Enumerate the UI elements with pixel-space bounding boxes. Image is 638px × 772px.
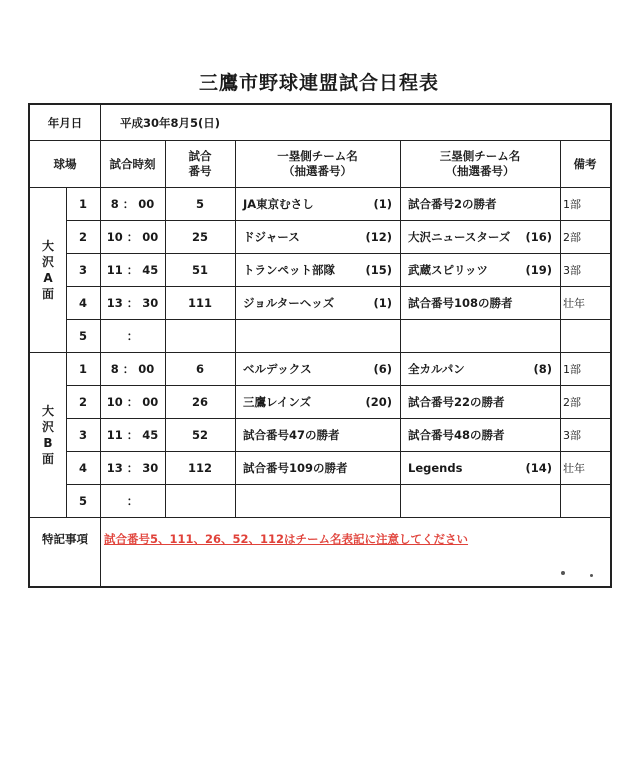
field-name-char: 面	[41, 286, 54, 301]
remarks	[560, 484, 610, 517]
grid-line	[560, 140, 561, 187]
grid-line	[235, 484, 236, 517]
grid-line	[100, 352, 101, 385]
row-number: 3	[78, 427, 87, 442]
third-base-team: 試合番号108の勝者	[408, 295, 513, 310]
date-label: 年月日	[47, 115, 83, 130]
first-base-team: JA東京むさし	[243, 196, 314, 211]
first-base-team-cell	[235, 385, 400, 418]
grid-line	[165, 418, 166, 451]
header-third-line1: 三塁側チーム名	[439, 148, 521, 163]
first-base-lottery-number: (12)	[365, 229, 392, 244]
third-base-team: 武蔵スピリッツ	[408, 262, 489, 277]
header-time: 試合時刻	[109, 156, 156, 171]
game-time: 10 ： 00	[106, 394, 159, 409]
grid-line	[400, 286, 401, 319]
grid-line	[100, 140, 101, 187]
third-base-team-cell	[400, 484, 560, 517]
third-base-team: 大沢ニュースターズ	[408, 229, 511, 244]
grid-line	[400, 220, 401, 253]
first-base-team: 試合番号47の勝者	[243, 427, 340, 442]
scan-speck	[590, 574, 593, 577]
grid-line	[100, 319, 101, 352]
game-time: 8 ： 00	[110, 361, 155, 376]
grid-line	[400, 319, 401, 352]
remarks: 1部	[563, 362, 581, 376]
grid-line	[400, 418, 401, 451]
grid-line	[165, 140, 166, 187]
game-number: 51	[191, 262, 208, 277]
grid-line	[165, 319, 166, 352]
grid-line	[560, 418, 561, 451]
remarks: 2部	[563, 395, 581, 409]
third-base-team: 全カルパン	[408, 361, 465, 376]
grid-line	[100, 220, 101, 253]
header-first-line2: （抽選番号）	[283, 163, 352, 178]
special-notes-label: 特記事項	[42, 532, 88, 546]
grid-line	[400, 484, 401, 517]
game-time: 8 ： 00	[110, 196, 155, 211]
remarks: 3部	[563, 428, 581, 442]
grid-line	[235, 418, 236, 451]
first-base-team-cell	[235, 352, 400, 385]
first-base-team: ドジャース	[243, 229, 300, 244]
grid-line	[235, 187, 236, 220]
first-base-team-cell	[235, 319, 400, 352]
first-base-team-cell	[235, 220, 400, 253]
remarks: 壮年	[563, 296, 585, 310]
grid-line	[165, 187, 166, 220]
grid-line	[560, 385, 561, 418]
grid-line	[400, 451, 401, 484]
third-base-team: 試合番号2の勝者	[408, 196, 497, 211]
remarks: 壮年	[563, 461, 585, 475]
schedule-table	[28, 103, 612, 588]
scan-speck	[561, 571, 565, 575]
grid-line	[235, 451, 236, 484]
third-base-lottery-number: (8)	[533, 361, 552, 376]
field-name	[30, 352, 66, 517]
game-number	[165, 484, 235, 517]
game-number: 5	[195, 196, 204, 211]
row-number: 5	[78, 328, 87, 343]
header-game-number	[165, 140, 235, 187]
grid-line	[235, 352, 236, 385]
game-time: 11 ： 45	[106, 427, 159, 442]
grid-line	[235, 319, 236, 352]
header-first-base-team	[235, 140, 400, 187]
grid-line	[560, 220, 561, 253]
first-base-team-cell	[235, 418, 400, 451]
grid-line	[560, 286, 561, 319]
special-notes-text: 試合番号5、111、26、52、112はチーム名表記に注意してください	[104, 532, 469, 546]
grid-line	[560, 319, 561, 352]
first-base-lottery-number: (6)	[373, 361, 392, 376]
field-name-char: B	[43, 435, 53, 450]
grid-line	[100, 187, 101, 220]
grid-line	[400, 253, 401, 286]
field-name-char: 大	[41, 238, 54, 253]
third-base-lottery-number: (14)	[525, 460, 552, 475]
third-base-team-cell	[400, 352, 560, 385]
row-number: 1	[78, 196, 87, 211]
first-base-team: トランペット部隊	[243, 262, 335, 277]
header-remarks: 備考	[573, 156, 597, 171]
first-base-team: 試合番号109の勝者	[243, 460, 348, 475]
grid-line	[400, 385, 401, 418]
first-base-lottery-number: (1)	[373, 196, 392, 211]
third-base-team: 試合番号22の勝者	[408, 394, 505, 409]
field-name-char: 沢	[41, 254, 54, 269]
grid-line	[560, 187, 561, 220]
first-base-team-cell	[235, 253, 400, 286]
grid-line	[100, 385, 101, 418]
game-time: ：	[126, 493, 139, 508]
first-base-lottery-number: (20)	[365, 394, 392, 409]
first-base-team: ジョルターヘッズ	[243, 295, 335, 310]
header-first-line1: 一塁側チーム名	[277, 148, 358, 163]
row-number: 5	[78, 493, 87, 508]
grid-line	[235, 253, 236, 286]
row-number: 1	[78, 361, 87, 376]
remarks: 1部	[563, 197, 581, 211]
row-number: 4	[78, 295, 87, 310]
remarks: 3部	[563, 263, 581, 277]
field-name-char: A	[43, 270, 53, 285]
grid-line	[165, 220, 166, 253]
game-time: 11 ： 45	[106, 262, 159, 277]
grid-line	[165, 253, 166, 286]
grid-line	[400, 352, 401, 385]
header-field: 球場	[53, 156, 77, 171]
first-base-team-cell	[235, 484, 400, 517]
game-number	[165, 319, 235, 352]
header-game-number-line2: 番号	[188, 163, 212, 178]
grid-line	[100, 418, 101, 451]
grid-line	[165, 352, 166, 385]
third-base-team-cell	[400, 319, 560, 352]
grid-line	[100, 517, 101, 586]
field-name-char: 大	[41, 403, 54, 418]
grid-line	[235, 286, 236, 319]
game-time: ：	[126, 328, 139, 343]
grid-line	[165, 451, 166, 484]
grid-line	[560, 253, 561, 286]
first-base-team: ベルデックス	[243, 361, 312, 376]
grid-line	[235, 385, 236, 418]
third-base-team: Legends	[408, 460, 463, 475]
game-time: 13 ： 30	[106, 460, 159, 475]
third-base-team-cell	[400, 220, 560, 253]
grid-line	[100, 105, 101, 140]
header-game-number-line1: 試合	[188, 148, 212, 163]
third-base-team-cell	[400, 385, 560, 418]
header-third-line2: （抽選番号）	[445, 163, 515, 178]
third-base-team-cell	[400, 253, 560, 286]
grid-line	[560, 484, 561, 517]
row-number: 4	[78, 460, 87, 475]
date-value: 平成30年8月5(日)	[120, 115, 221, 130]
first-base-lottery-number: (15)	[365, 262, 392, 277]
third-base-team-cell	[400, 451, 560, 484]
third-base-team-cell	[400, 187, 560, 220]
grid-line	[400, 140, 401, 187]
grid-line	[400, 187, 401, 220]
game-number: 52	[191, 427, 208, 442]
field-name-char: 面	[41, 451, 54, 466]
grid-line	[560, 352, 561, 385]
row-number: 2	[78, 229, 87, 244]
game-number: 26	[191, 394, 208, 409]
game-time: 10 ： 00	[106, 229, 159, 244]
game-number: 111	[187, 295, 212, 310]
third-base-lottery-number: (16)	[525, 229, 552, 244]
third-base-team-cell	[400, 286, 560, 319]
grid-line	[100, 253, 101, 286]
first-base-team: 三鷹レインズ	[243, 394, 312, 409]
grid-line	[100, 484, 101, 517]
third-base-lottery-number: (19)	[525, 262, 552, 277]
game-number: 6	[195, 361, 204, 376]
row-number: 2	[78, 394, 87, 409]
field-name	[30, 187, 66, 352]
grid-line	[100, 286, 101, 319]
field-name-char: 沢	[41, 419, 54, 434]
page-title: 三鷹市野球連盟試合日程表	[198, 72, 439, 94]
remarks: 2部	[563, 230, 581, 244]
grid-line	[560, 451, 561, 484]
first-base-team-cell	[235, 187, 400, 220]
grid-line	[165, 484, 166, 517]
first-base-lottery-number: (1)	[373, 295, 392, 310]
grid-line	[235, 140, 236, 187]
grid-line	[100, 451, 101, 484]
grid-line	[165, 385, 166, 418]
header-third-base-team	[400, 140, 560, 187]
third-base-team: 試合番号48の勝者	[408, 427, 505, 442]
first-base-team-cell	[235, 451, 400, 484]
game-number: 25	[191, 229, 208, 244]
row-number: 3	[78, 262, 87, 277]
game-time: 13 ： 30	[106, 295, 159, 310]
grid-line	[235, 220, 236, 253]
first-base-team-cell	[235, 286, 400, 319]
remarks	[560, 319, 610, 352]
game-number: 112	[187, 460, 212, 475]
third-base-team-cell	[400, 418, 560, 451]
grid-line	[165, 286, 166, 319]
